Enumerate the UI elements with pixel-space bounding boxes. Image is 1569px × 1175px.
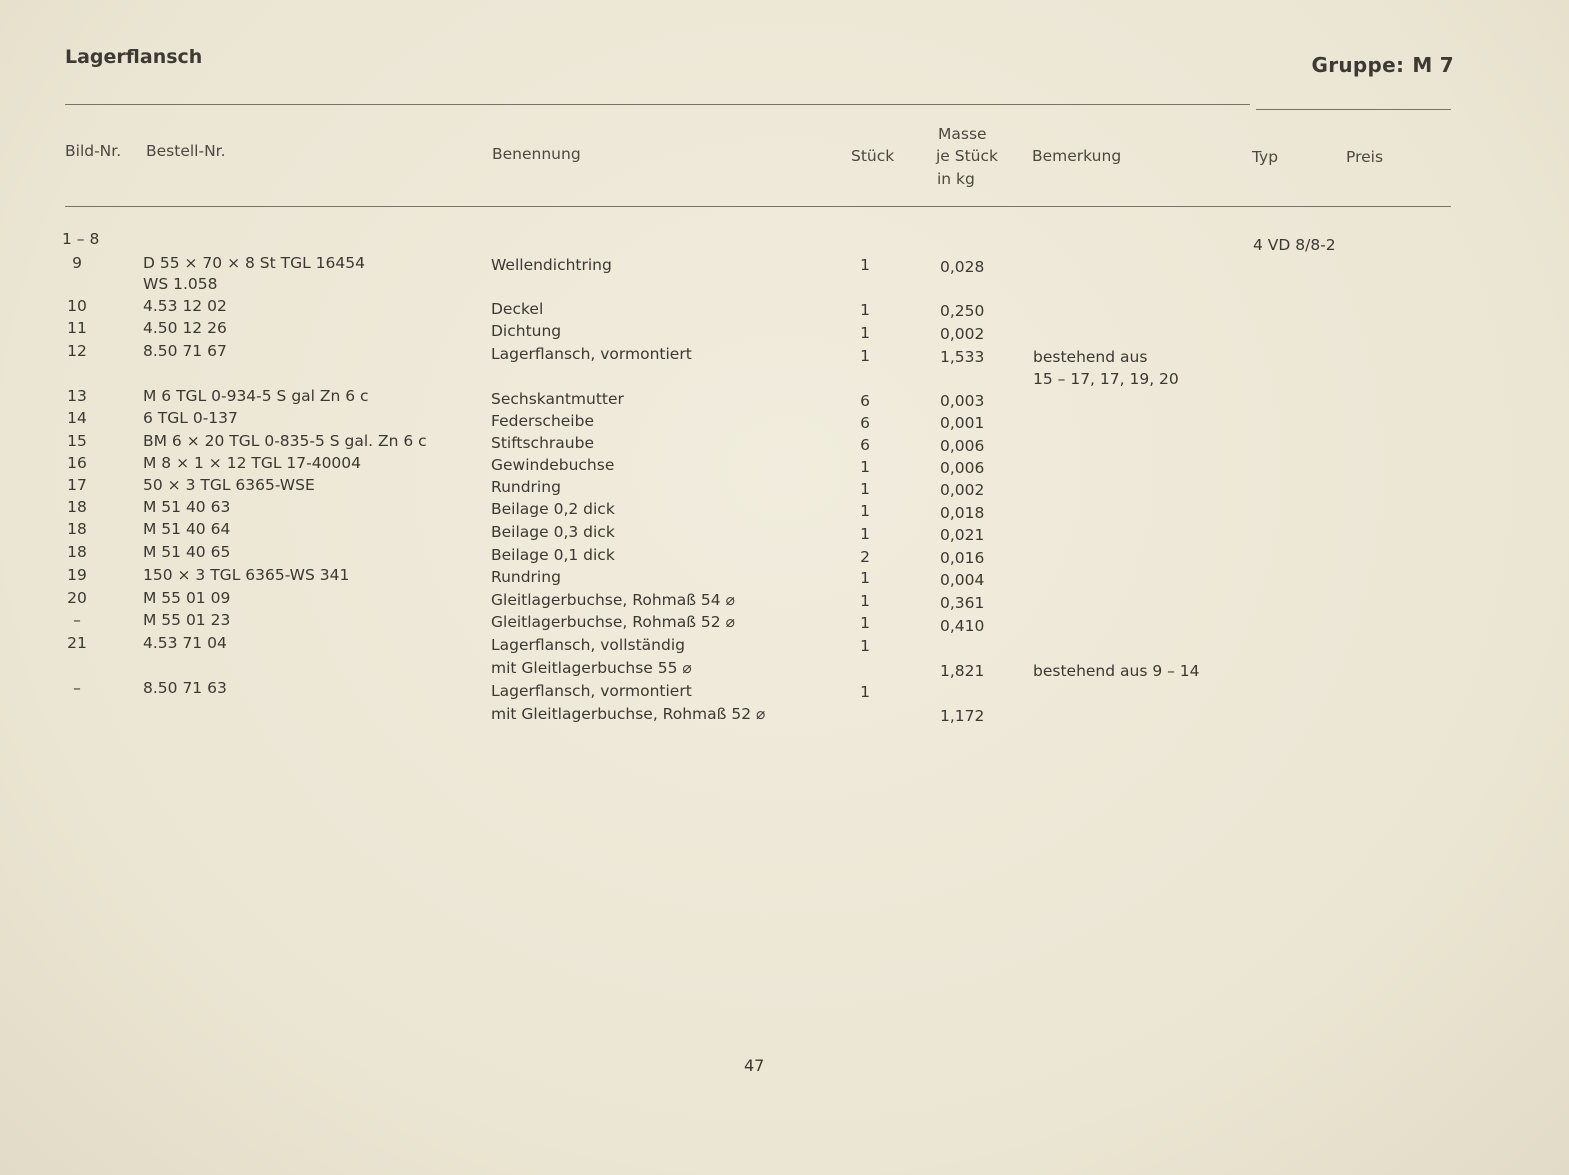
header-rule-top-right <box>1256 109 1451 110</box>
table-row <box>0 252 1569 274</box>
table-row <box>0 632 1569 654</box>
cell-benennung: Stiftschraube <box>491 434 594 452</box>
table-row <box>0 317 1569 343</box>
cell-masse: 1,533 <box>940 348 985 366</box>
cell-bild: 18 <box>67 543 87 561</box>
table-row <box>0 474 1569 499</box>
cell-bestell: 4.53 71 04 <box>143 634 227 652</box>
cell-stueck: 1 <box>860 502 870 520</box>
cell-benennung: Dichtung <box>491 322 562 340</box>
cell-bild: 19 <box>67 566 87 584</box>
cell-bestell: BM 6 × 20 TGL 0-835-5 S gal. Zn 6 c <box>143 432 427 450</box>
col-header-bild: Bild-Nr. <box>65 142 122 160</box>
cell-masse: 1,821 <box>940 662 985 680</box>
col-header-masse-3: in kg <box>937 170 975 188</box>
page-title: Lagerflansch <box>65 46 203 68</box>
cell-bild: 11 <box>67 319 87 337</box>
table-row <box>0 564 1569 589</box>
cell-masse: 0,001 <box>940 414 985 432</box>
cell-stueck: 1 <box>860 592 870 610</box>
cell-bestell: M 51 40 63 <box>143 498 231 516</box>
cell-bemerkung: bestehend aus 9 – 14 <box>1033 662 1200 680</box>
cell-benennung: Beilage 0,2 dick <box>491 500 615 518</box>
cell-masse: 0,003 <box>940 392 985 410</box>
cell-bemerkung: 15 – 17, 17, 19, 20 <box>1033 370 1179 388</box>
table-row <box>0 340 1569 366</box>
table-row <box>0 657 1569 679</box>
cell-bild: 20 <box>67 589 87 607</box>
cell-bestell: D 55 × 70 × 8 St TGL 16454 <box>143 254 365 272</box>
cell-benennung: Deckel <box>491 300 544 318</box>
cell-typ: 4 VD 8/8-2 <box>1253 236 1336 254</box>
cell-bestell: M 6 TGL 0-934-5 S gal Zn 6 c <box>143 387 369 405</box>
cell-bild: 18 <box>67 520 87 538</box>
cell-stueck: 2 <box>860 548 870 566</box>
col-header-masse-2: je Stück <box>936 147 999 165</box>
cell-bestell: M 8 × 1 × 12 TGL 17-40004 <box>143 454 362 472</box>
cell-stueck: 1 <box>860 614 870 632</box>
table-row <box>0 228 1569 254</box>
cell-bemerkung: bestehend aus <box>1033 348 1148 366</box>
col-header-bemerkung: Bemerkung <box>1032 147 1122 165</box>
cell-masse: 0,361 <box>940 594 985 612</box>
cell-stueck: 1 <box>860 569 870 587</box>
cell-bestell: 150 × 3 TGL 6365-WS 341 <box>143 566 350 584</box>
cell-benennung: Rundring <box>491 478 561 496</box>
cell-bestell: WS 1.058 <box>143 275 218 293</box>
cell-masse: 0,021 <box>940 526 985 544</box>
cell-benennung: Lagerflansch, vormontiert <box>491 682 692 700</box>
header-rule-bottom <box>65 206 1451 207</box>
cell-benennung: Gleitlagerbuchse, Rohmaß 52 ⌀ <box>491 613 735 631</box>
cell-bild: – <box>73 679 81 697</box>
cell-masse: 0,410 <box>940 617 985 635</box>
cell-masse: 0,002 <box>940 325 985 343</box>
col-header-typ: Typ <box>1252 148 1279 166</box>
cell-bild: 18 <box>67 498 87 516</box>
cell-masse: 0,016 <box>940 549 985 567</box>
cell-stueck: 6 <box>860 436 870 454</box>
cell-benennung: Gleitlagerbuchse, Rohmaß 54 ⌀ <box>491 591 735 609</box>
cell-bild: 17 <box>67 476 87 494</box>
cell-stueck: 1 <box>860 256 870 274</box>
page-number: 47 <box>744 1056 765 1075</box>
cell-masse: 0,004 <box>940 571 985 589</box>
cell-benennung: Lagerflansch, vollständig <box>491 636 685 654</box>
table-row <box>0 541 1569 567</box>
cell-benennung: Lagerflansch, vormontiert <box>491 345 692 363</box>
cell-bestell: 6 TGL 0-137 <box>143 409 238 427</box>
cell-benennung: Federscheibe <box>491 412 594 430</box>
table-row <box>0 295 1569 320</box>
cell-bild: 21 <box>67 634 87 652</box>
cell-stueck: 1 <box>860 301 870 319</box>
table-row <box>0 452 1569 477</box>
cell-bestell: M 51 40 64 <box>143 520 231 538</box>
cell-stueck: 1 <box>860 324 870 342</box>
cell-bild: 9 <box>72 254 82 272</box>
cell-stueck: 1 <box>860 458 870 476</box>
col-header-benennung: Benennung <box>492 145 581 163</box>
table-row <box>0 430 1569 455</box>
header-rule-top-left <box>65 104 1250 105</box>
cell-bild: 13 <box>67 387 87 405</box>
cell-bestell: M 55 01 09 <box>143 589 231 607</box>
cell-stueck: 6 <box>860 392 870 410</box>
cell-stueck: 1 <box>860 637 870 655</box>
cell-masse: 0,250 <box>940 302 985 320</box>
cell-bild: 14 <box>67 409 87 427</box>
group-label <box>1311 53 1454 77</box>
table-row <box>0 677 1569 699</box>
cell-masse: 1,172 <box>940 707 985 725</box>
col-header-stueck: Stück <box>851 147 895 165</box>
cell-bestell: 50 × 3 TGL 6365-WSE <box>143 476 315 494</box>
table-row <box>0 385 1569 410</box>
cell-benennung: Beilage 0,1 dick <box>491 546 615 564</box>
table-row <box>0 587 1569 612</box>
cell-bestell: 8.50 71 63 <box>143 679 227 697</box>
table-row <box>0 496 1569 522</box>
cell-benennung: Beilage 0,3 dick <box>491 523 615 541</box>
cell-benennung: Sechskantmutter <box>491 390 624 408</box>
cell-benennung: Rundring <box>491 568 561 586</box>
cell-stueck: 1 <box>860 683 870 701</box>
cell-masse: 0,018 <box>940 504 985 522</box>
table-row <box>0 703 1569 725</box>
cell-masse: 0,006 <box>940 459 985 477</box>
cell-bild: 10 <box>67 297 87 315</box>
cell-stueck: 1 <box>860 480 870 498</box>
cell-bild: 1 – 8 <box>62 230 100 248</box>
cell-benennung: mit Gleitlagerbuchse 55 ⌀ <box>491 659 692 677</box>
cell-bestell: 4.50 12 26 <box>143 319 227 337</box>
cell-bild: 12 <box>67 342 87 360</box>
table-row <box>0 518 1569 544</box>
table-row <box>0 407 1569 432</box>
cell-masse: 0,002 <box>940 481 985 499</box>
cell-bild: – <box>73 611 81 629</box>
col-header-bestell: Bestell-Nr. <box>146 142 226 160</box>
cell-stueck: 1 <box>860 525 870 543</box>
cell-bestell: M 51 40 65 <box>143 543 231 561</box>
cell-masse: 0,028 <box>940 258 985 276</box>
cell-stueck: 1 <box>860 347 870 365</box>
group-label-text: Gruppe: <box>1311 53 1405 77</box>
cell-benennung: Wellendichtring <box>491 256 612 274</box>
table-row <box>0 609 1569 635</box>
cell-bestell: 8.50 71 67 <box>143 342 227 360</box>
cell-masse: 0,006 <box>940 437 985 455</box>
cell-benennung: Gewindebuchse <box>491 456 615 474</box>
table-row <box>0 273 1569 295</box>
col-header-masse-1: Masse <box>938 125 987 143</box>
col-header-preis: Preis <box>1346 148 1384 166</box>
group-value: M 7 <box>1412 53 1454 77</box>
cell-stueck: 6 <box>860 414 870 432</box>
cell-bild: 15 <box>67 432 87 450</box>
cell-bild: 16 <box>67 454 87 472</box>
cell-benennung: mit Gleitlagerbuchse, Rohmaß 52 ⌀ <box>491 705 766 723</box>
cell-bestell: M 55 01 23 <box>143 611 231 629</box>
cell-bestell: 4.53 12 02 <box>143 297 227 315</box>
